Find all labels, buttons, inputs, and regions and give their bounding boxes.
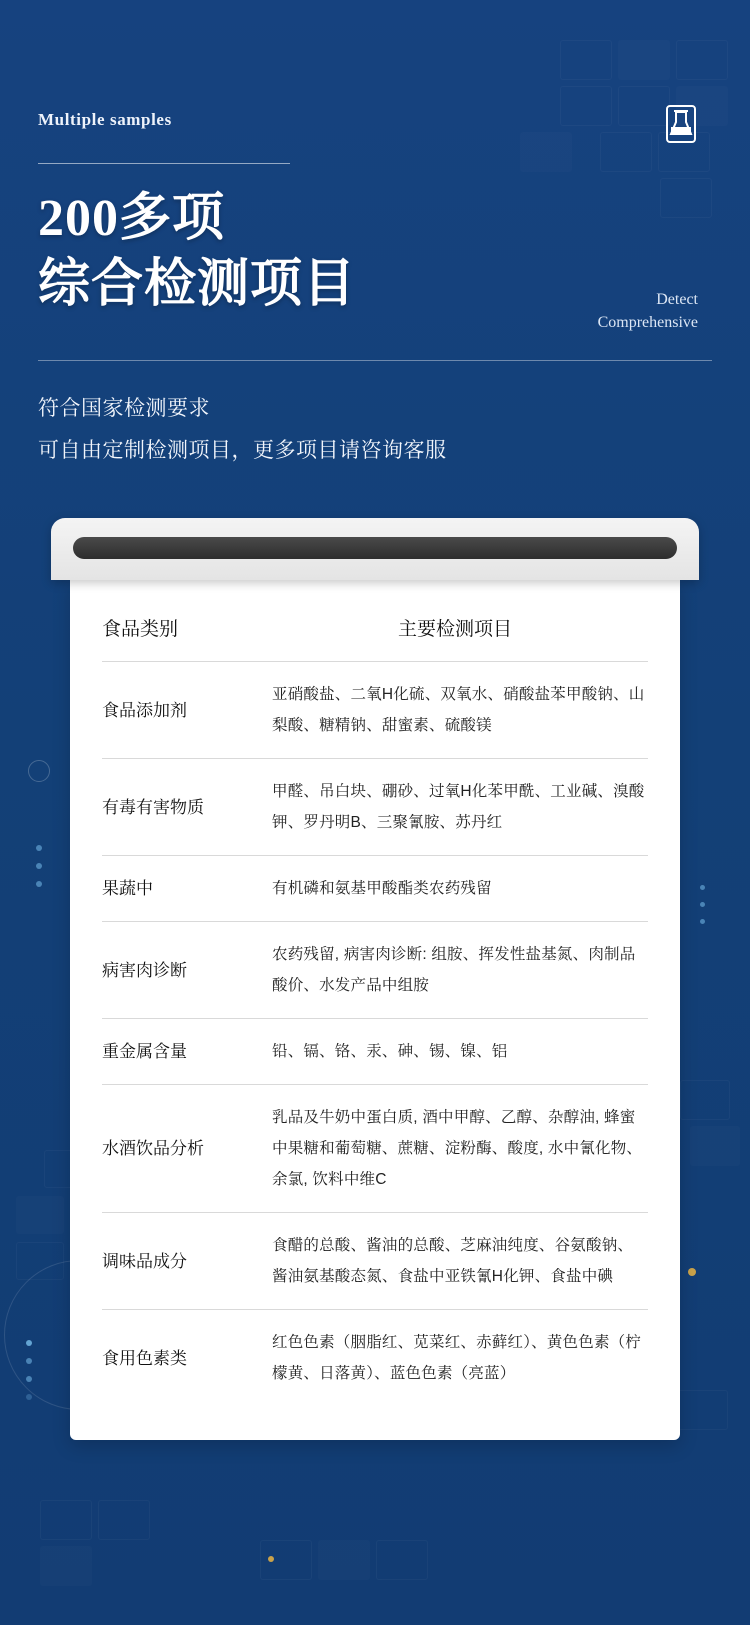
table-header-row: [102, 606, 648, 662]
cell-items: 农药残留, 病害肉诊断: 组胺、挥发性盐基氮、肉制品酸价、水发产品中组胺: [262, 922, 648, 1019]
side-english-line1: Detect: [656, 291, 698, 308]
cell-items: 甲醛、吊白块、硼砂、过氧H化苯甲酰、工业碱、溴酸钾、罗丹明B、三聚氰胺、苏丹红: [262, 759, 648, 856]
cell-items: 食醋的总酸、酱油的总酸、芝麻油纯度、谷氨酸钠、酱油氨基酸态氮、食盐中亚铁氰H化钾、食盐中碘: [262, 1213, 648, 1310]
table-row: [102, 922, 648, 1019]
cell-items: 乳品及牛奶中蛋白质, 酒中甲醇、乙醇、杂醇油, 蜂蜜中果糖和葡萄糖、蔗糖、淀粉酶、酸度, 水中氰化物、余氯, 饮料中维C: [262, 1085, 648, 1213]
page-title-line1: 200多项: [38, 190, 226, 247]
lab-flask-icon: [664, 105, 698, 143]
table-card: [38, 518, 712, 1440]
table-row: [102, 1019, 648, 1085]
column-header-items: 主要检测项目: [397, 619, 512, 640]
table-row: [102, 856, 648, 922]
cell-category: 重金属含量: [102, 1019, 262, 1085]
cell-category: 水酒饮品分析: [102, 1085, 262, 1213]
decorative-gold-dot: [268, 1556, 274, 1562]
card-body: [70, 580, 680, 1440]
cell-category: 果蔬中: [102, 856, 262, 922]
eyebrow-text: Multiple samples: [38, 110, 172, 129]
card-top-bezel: [51, 518, 699, 580]
table-row: [102, 1310, 648, 1407]
table-row: [102, 1085, 648, 1213]
decorative-dots: [26, 1340, 32, 1412]
cell-category: 食用色素类: [102, 1310, 262, 1407]
header-divider: [38, 360, 712, 361]
cell-category: 有毒有害物质: [102, 759, 262, 856]
card-top-bar: [73, 537, 677, 559]
header-subtitle: [38, 388, 447, 472]
subtitle-line1: 符合国家检测要求: [38, 397, 210, 420]
cell-category: 调味品成分: [102, 1213, 262, 1310]
table-row: [102, 1213, 648, 1310]
cell-items: 有机磷和氨基甲酸酯类农药残留: [262, 856, 648, 922]
cell-items: 铅、镉、铬、汞、砷、锡、镍、铝: [262, 1019, 648, 1085]
cell-category: 食品添加剂: [102, 662, 262, 759]
side-english-line2: Comprehensive: [597, 314, 698, 331]
column-header-category: 食品类别: [102, 619, 179, 640]
table-row: [102, 662, 648, 759]
cell-items: 红色色素（胭脂红、苋菜红、赤藓红）、黄色色素（柠檬黄、日落黄）、蓝色色素（亮蓝）: [262, 1310, 648, 1407]
page-title-line2: 综合检测项目: [38, 256, 357, 313]
table-row: [102, 759, 648, 856]
eyebrow-divider: [38, 163, 290, 164]
cell-items: 亚硝酸盐、二氧H化硫、双氧水、硝酸盐苯甲酸钠、山梨酸、糖精钠、甜蜜素、硫酸镁: [262, 662, 648, 759]
subtitle-line2: 可自由定制检测项目，更多项目请咨询客服: [38, 439, 447, 462]
page-title: [38, 186, 356, 318]
cell-category: 病害肉诊断: [102, 922, 262, 1019]
side-english-caption: [598, 288, 698, 334]
detection-items-table: [102, 606, 648, 1406]
